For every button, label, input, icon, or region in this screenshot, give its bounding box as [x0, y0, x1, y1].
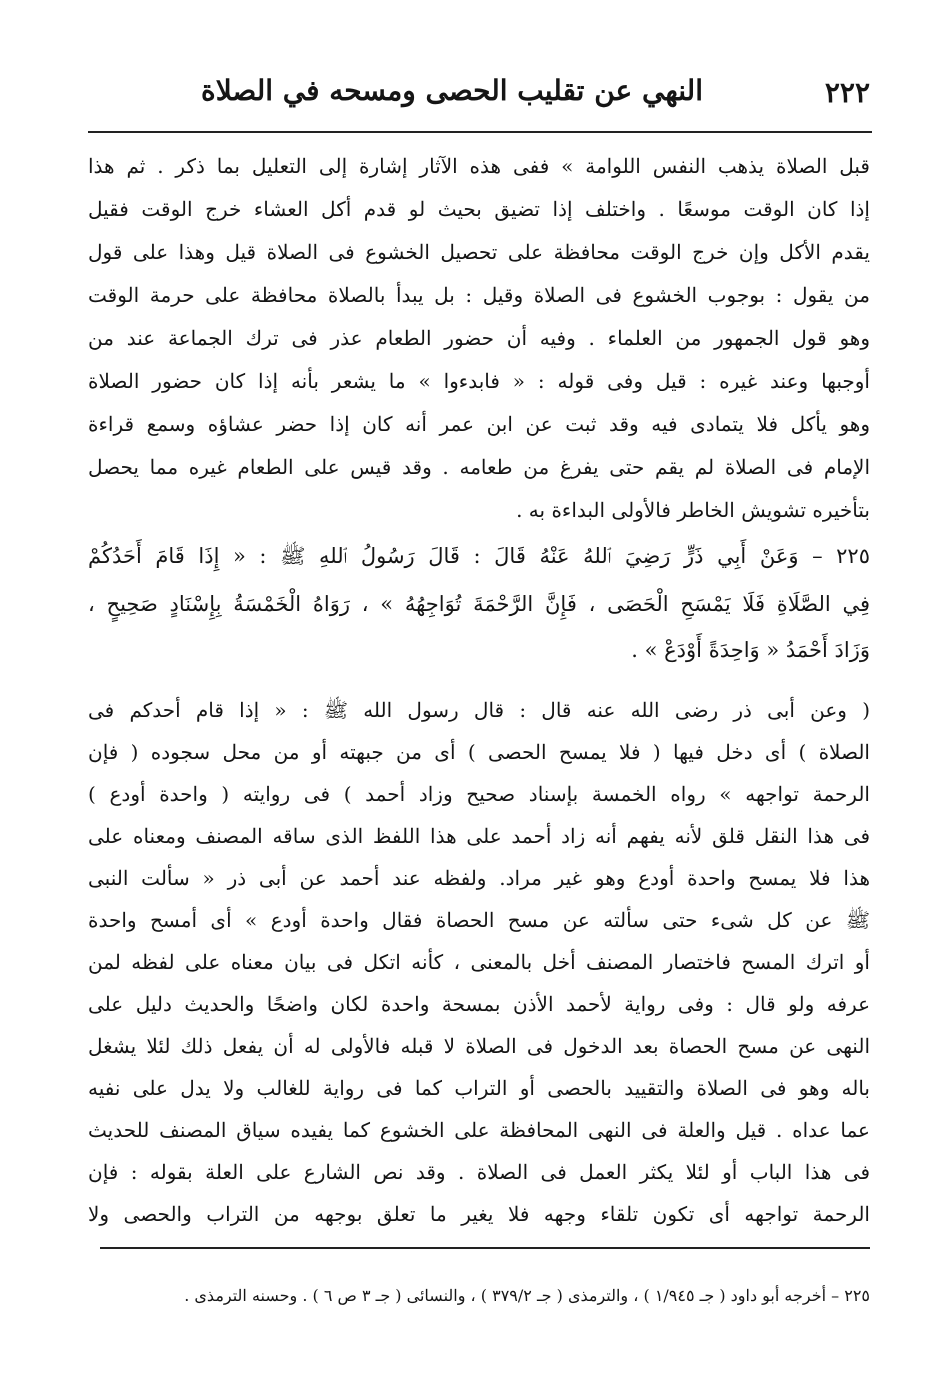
text-line: النهى عن مسح الحصاة بعد الدخول فى الصلاة لا قبله فالأولى له أن يفعل ذلك لئلا يشغل — [88, 1034, 870, 1058]
hadith-line: فِي الصَّلَاةِ فَلَا يَمْسَحِ الْحَصَى ، فَإِنَّ الرَّحْمَةَ تُوَاجِهُهُ » ، رَوَاهُ الْخَمْسَةُ بِإِسْنَادٍ صَحِيحٍ ، — [88, 592, 870, 616]
text-line: عما عداه . قيل والعلة فى النهى المحافظة على الخشوع كما يفيده سياق المصنف للحديث — [88, 1118, 870, 1142]
text-line: ( وعن أبى ذر رضى الله عنه قال : قال رسول الله ﷺ : « إذا قام أحدكم فى — [88, 698, 870, 722]
text-line: وهو قول الجمهور من العلماء . وفيه أن حضور الطعام عذر فى ترك الجماعة عند من — [88, 326, 870, 350]
running-title: النهي عن تقليب الحصى ومسحه في الصلاة — [201, 74, 703, 107]
text-line: وهو يأكل فلا يتمادى فيه وقد ثبت عن ابن عمر أنه كان إذا حضر عشاؤه وسمع قراءة — [88, 412, 870, 436]
page-header — [88, 68, 878, 124]
text-line: يقدم الأكل وإن خرج الوقت محافظة على تحصيل الخشوع فى الصلاة قيل وهذا على قول — [88, 240, 870, 264]
page-number: ٢٢٢ — [824, 76, 870, 109]
text-line: الرحمة تواجهه » رواه الخمسة بإسناد صحيح وزاد أحمد ) فى روايته ( واحدة أودع ) — [88, 782, 870, 806]
text-line: باله وهو فى الصلاة والتقييد بالحصى أو التراب كما فى رواية للغالب ولا يدل على نفيه — [88, 1076, 870, 1100]
text-line: بتأخيره تشويش الخاطر فالأولى البداءة به . — [516, 498, 870, 522]
text-line: فى هذا الباب أو لئلا يكثر العمل فى الصلاة . وقد نص الشارع على العلة بقوله : فإن — [88, 1160, 870, 1184]
text-line: أوجبها وعند غيره : قيل وفى قوله : « فابدءوا » ما يشعر بأنه إذا كان حضور الصلاة — [88, 369, 870, 393]
text-line: قبل الصلاة يذهب النفس اللوامة » ففى هذه الآثار إشارة إلى التعليل بما ذكر . ثم هذا — [88, 154, 870, 178]
hadith-line: وَزَادَ أَحْمَدُ « وَاحِدَةً أَوْدَعْ » . — [631, 638, 870, 662]
text-line: هذا فلا يمسح واحدة أودع وهو غير مراد. ولفظه عند أحمد عن أبى ذر « سألت النبى — [88, 866, 870, 890]
text-line: من يقول : بوجوب الخشوع فى الصلاة وقيل : بل يبدأ بالصلاة محافظة على حرمة الوقت — [88, 283, 870, 307]
text-line: فى هذا النقل قلق لأنه يفهم أنه زاد أحمد على هذا اللفظ الذى ساقه المصنف ومعناه على — [88, 824, 870, 848]
text-line: الصلاة ) أى دخل فيها ( فلا يمسح الحصى ) أى من جبهته أو من محل سجوده ( فإن — [88, 740, 870, 764]
text-line: عرفه ولو قال : وفى رواية لأحمد الأذن بمسحة واحدة لكان واضحًا والحديث دليل على — [88, 992, 870, 1016]
hadith-line: ٢٢٥ – وَعَنْ أَبِي ذَرٍّ رَضِيَ ٱللهُ عَنْهُ قَالَ : قَالَ رَسُولُ ٱللهِ ﷺ : « إِذَا قَامَ أَحَدُكُمْ — [88, 544, 870, 568]
text-line: إذا كان الوقت موسعًا . واختلف إذا تضيق بحيث لو قدم أكل العشاء خرج الوقت فقيل — [88, 197, 870, 221]
text-line: الرحمة تواجهه أى تكون تلقاء وجهه فلا يغير ما تعلق بوجهه من التراب والحصى ولا — [88, 1202, 870, 1226]
text-line: الإمام فى الصلاة لم يقم حتى يفرغ من طعامه . وقد قيس على الطعام غيره مما يحصل — [88, 455, 870, 479]
text-line: ﷺ عن كل شىء حتى سألته عن مسح الحصاة فقال واحدة أودع » أى أمسح واحدة — [88, 908, 870, 932]
text-line: أو اترك المسح فاختصار المصنف أخل بالمعنى ، كأنه اتكل فى بيان معناه على لفظه لمن — [88, 950, 870, 974]
footnote-rule — [100, 1247, 870, 1249]
footnote: ٢٢٥ – أخرجه أبو داود ( جـ ١/٩٤٥ ) ، والترمذى ( جـ ٣٧٩/٢ ) ، والنسائى ( جـ ٣ ص ٦ ) . وحسنه الترمذى . — [184, 1286, 870, 1305]
header-rule — [88, 131, 872, 133]
